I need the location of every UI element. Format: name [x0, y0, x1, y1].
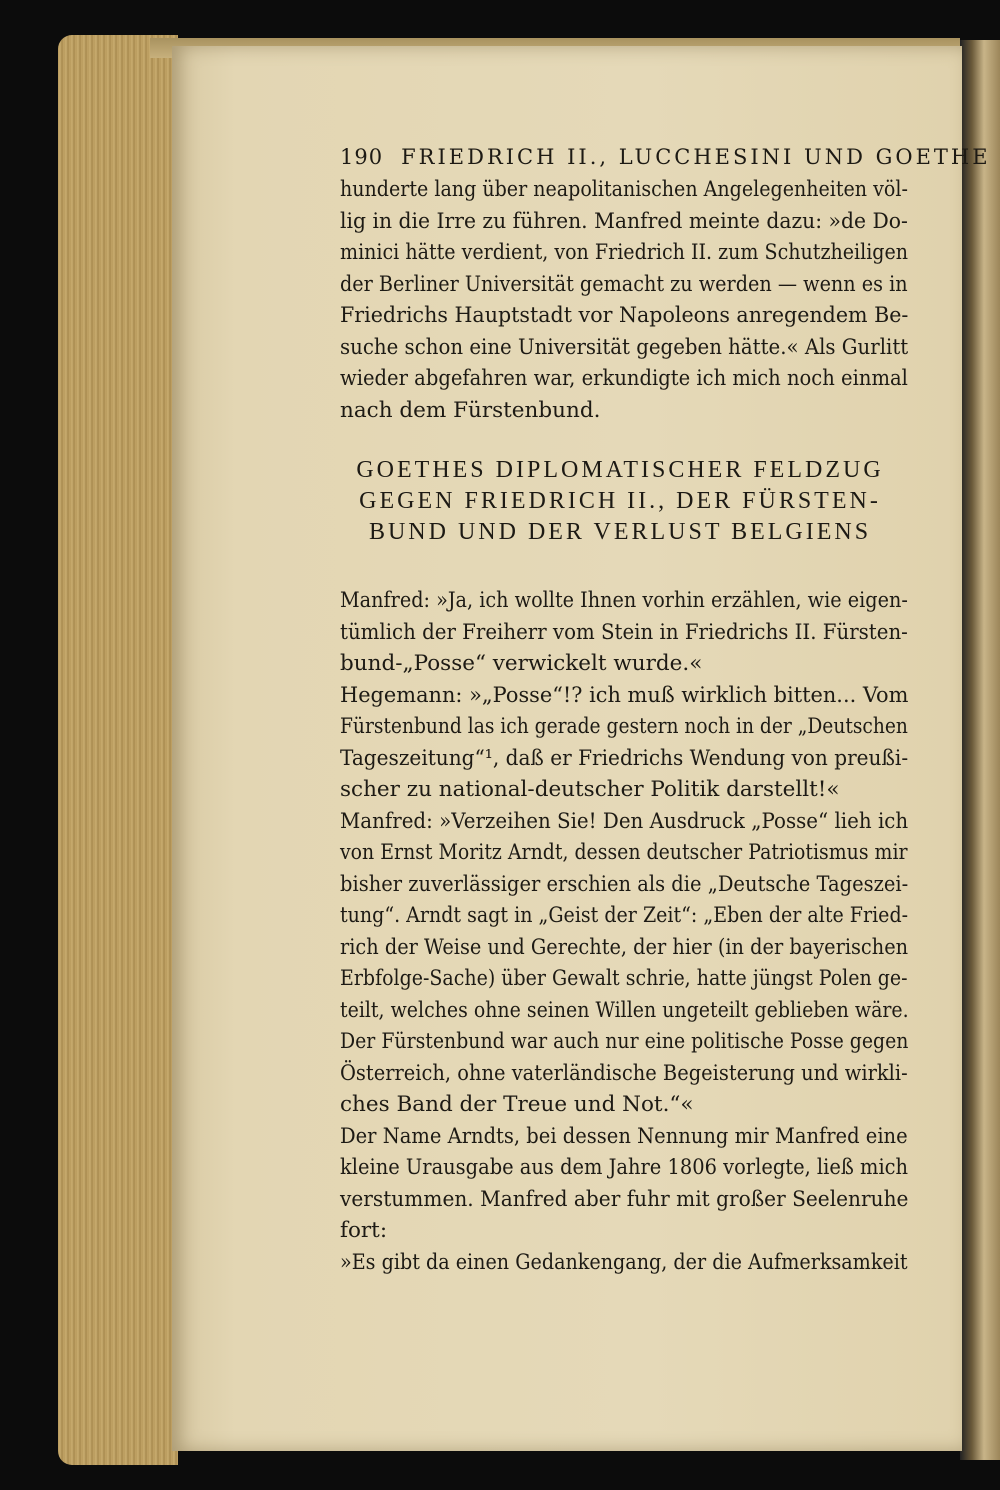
text-line: scher zu national-deutscher Politik darstellt!« — [340, 777, 840, 802]
text-line: wieder abgefahren war, erkundigte ich mich noch einmal — [340, 366, 908, 391]
text-line: der Berliner Universität gemacht zu werden — wenn es in — [340, 271, 908, 297]
heading-line: BUND UND DER VERLUST BELGIENS — [368, 519, 872, 545]
text-line: tümlich der Freiherr vom Stein in Friedrichs II. Fürsten- — [340, 619, 908, 645]
text-line: Der Fürstenbund war auch nur eine politische Posse gegen — [340, 1029, 909, 1054]
text-line: Tageszeitung“¹, daß er Friedrichs Wendung von preußi- — [340, 745, 909, 771]
text-line: lig in die Irre zu führen. Manfred meinte dazu: »de Do- — [340, 208, 908, 234]
page-number: 190 — [340, 145, 384, 169]
paragraph-dialogue — [340, 585, 908, 1278]
text-line: Fürstenbund las ich gerade gestern noch in der „Deutschen — [340, 714, 908, 739]
text-line: Manfred: »Verzeihen Sie! Den Ausdruck „Posse“ lieh ich — [340, 808, 909, 834]
text-line: bisher zuverlässiger erschien als die „Deutsche Tageszei- — [340, 871, 909, 897]
section-heading — [330, 455, 910, 548]
text-line: fort: — [340, 1218, 388, 1243]
heading-line: GEGEN FRIEDRICH II., DER FÜRSTEN- — [359, 488, 881, 514]
facing-page-edge — [960, 40, 1000, 1460]
text-line: Hegemann: »„Posse“!? ich muß wirklich bitten... Vom — [340, 682, 909, 708]
text-line: hunderte lang über neapolitanischen Angelegenheiten völ- — [340, 177, 908, 202]
text-line: minici hätte verdient, von Friedrich II. zum Schutzheiligen — [340, 240, 909, 265]
text-line: Österreich, ohne vaterländische Begeisterung und wirkli- — [340, 1060, 908, 1086]
book-page-edges — [58, 35, 178, 1465]
running-head-title: FRIEDRICH II., LUCCHESINI UND GOETHE — [401, 145, 991, 169]
text-line: ches Band der Treue und Not.“« — [340, 1092, 694, 1117]
text-line: suche schon eine Universität gegeben hätte.« Als Gurlitt — [340, 334, 909, 360]
paragraph-intro — [340, 174, 908, 426]
running-head — [340, 145, 991, 169]
text-line: Friedrichs Hauptstadt vor Napoleons anregendem Be- — [340, 303, 909, 328]
text-line: »Es gibt da einen Gedankengang, der die Aufmerksamkeit — [340, 1249, 908, 1275]
text-line: Manfred: »Ja, ich wollte Ihnen vorhin erzählen, wie eigen- — [340, 588, 908, 613]
text-line: bund-„Posse“ verwickelt wurde.« — [340, 651, 703, 676]
text-line: Erbfolge-Sache) über Gewalt schrie, hatte jüngst Polen ge- — [340, 966, 908, 991]
heading-line: GOETHES DIPLOMATISCHER FELDZUG — [356, 457, 884, 483]
text-line: von Ernst Moritz Arndt, dessen deutscher Patriotismus mir — [340, 840, 908, 865]
text-line: rich der Weise und Gerechte, der hier (in der bayerischen — [340, 934, 909, 960]
text-line: Der Name Arndts, bei dessen Nennung mir Manfred eine — [340, 1123, 908, 1149]
text-line: kleine Urausgabe aus dem Jahre 1806 vorlegte, ließ mich — [340, 1155, 909, 1180]
text-line: tung“. Arndt sagt in „Geist der Zeit“: „Eben der alte Fried- — [340, 903, 909, 928]
text-line: verstummen. Manfred aber fuhr mit großer Seelenruhe — [340, 1186, 909, 1212]
text-line: teilt, welches ohne seinen Willen ungeteilt geblieben wäre. — [340, 997, 909, 1023]
text-line: nach dem Fürstenbund. — [340, 397, 601, 423]
